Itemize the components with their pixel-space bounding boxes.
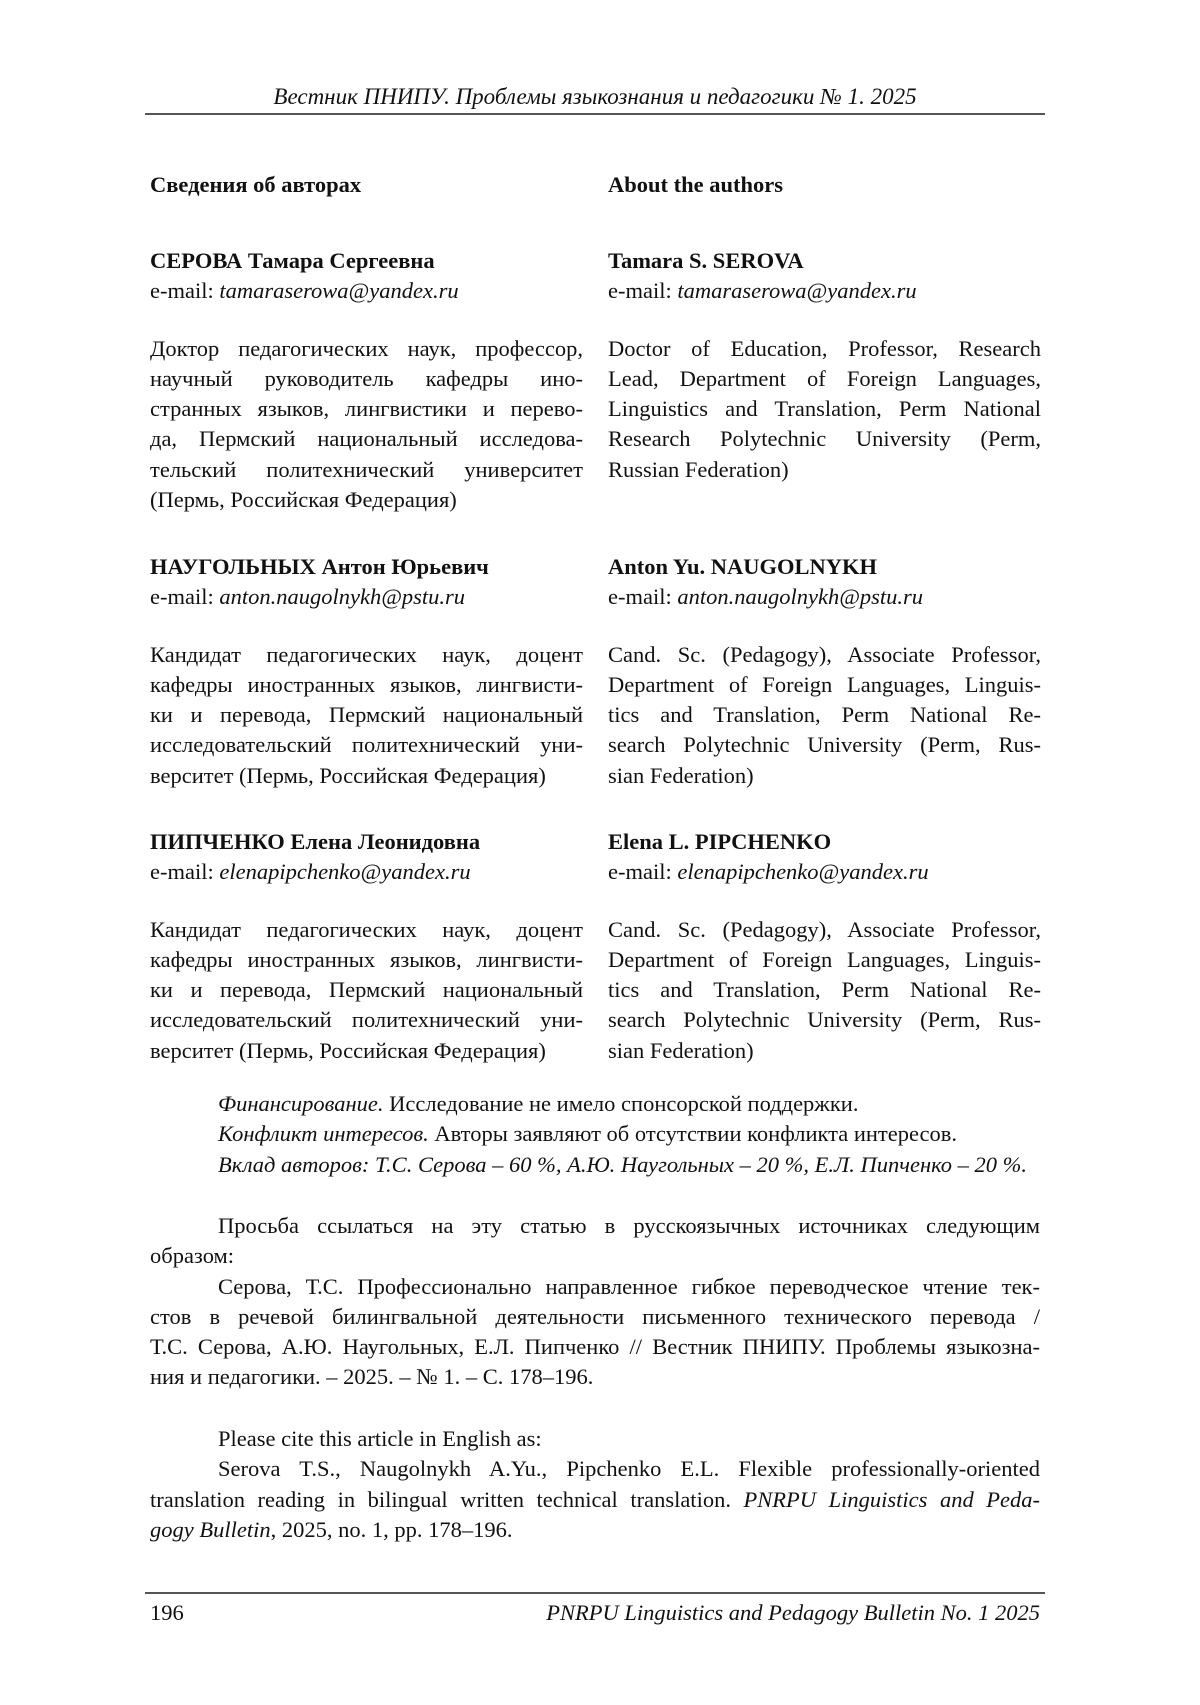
- cite-en-ref: Serova T.S., Naugolnykh A.Yu., Pipchenko E.L. Flexible professionally-oriented: [150, 1454, 1040, 1484]
- author-bio-line: верситет (Пермь, Российская Федерация): [150, 761, 583, 791]
- author-bio-line: Department of Foreign Languages, Linguis-: [608, 945, 1041, 975]
- author-bio-line: Research Polytechnic University (Perm,: [608, 424, 1041, 454]
- author-ru: [150, 827, 583, 1066]
- author-email-line: [150, 582, 583, 612]
- author-bio-line: Кандидат педагогических наук, доцент: [150, 640, 583, 670]
- author-email: anton.naugolnykh@pstu.ru: [219, 584, 465, 609]
- author-name: Elena L. PIPCHENKO: [608, 827, 1041, 857]
- author-bio-line: кафедры иностранных языков, лингвисти-: [150, 945, 583, 975]
- author-bio-line: Linguistics and Translation, Perm National: [608, 394, 1041, 424]
- author-bio-line: верситет (Пермь, Российская Федерация): [150, 1036, 583, 1066]
- email-label: e-mail:: [150, 278, 219, 303]
- author-bio-line: тельский политехнический университет: [150, 455, 583, 485]
- email-label: e-mail:: [150, 859, 219, 884]
- header-rule: [145, 113, 1045, 115]
- author-bio-line: tics and Translation, Perm National Re-: [608, 700, 1041, 730]
- author-email-line: [150, 276, 583, 306]
- email-label: e-mail:: [608, 278, 677, 303]
- conflict-text: Авторы заявляют об отсутствии конфликта интересов.: [429, 1121, 957, 1146]
- author-bio-line: (Пермь, Российская Федерация): [150, 485, 583, 515]
- running-header: Вестник ПНИПУ. Проблемы языкознания и педагогики № 1. 2025: [145, 84, 1045, 110]
- author-bio-line: Russian Federation): [608, 455, 1041, 485]
- author-bio-line: Department of Foreign Languages, Linguis-: [608, 670, 1041, 700]
- author-bio-line: sian Federation): [608, 761, 1041, 791]
- declarations: [150, 1089, 1040, 1180]
- author-bio-line: sian Federation): [608, 1036, 1041, 1066]
- cite-en-ref: translation reading in bilingual written technical translation.: [150, 1487, 744, 1512]
- cite-en-ref: , 2025, no. 1, pp. 178–196.: [271, 1517, 513, 1542]
- funding-label: Финансирование.: [218, 1091, 384, 1116]
- author-name: СЕРОВА Тамара Сергеевна: [150, 246, 583, 276]
- cite-ru-intro: Просьба ссылаться на эту статью в русскоязычных источниках следующим: [150, 1211, 1040, 1241]
- author-bio-line: исследовательский политехнический уни-: [150, 730, 583, 760]
- author-ru: [150, 246, 583, 515]
- author-name: НАУГОЛЬНЫХ Антон Юрьевич: [150, 552, 583, 582]
- author-en: [608, 552, 1041, 791]
- email-label: e-mail:: [608, 859, 677, 884]
- author-email-line: [608, 857, 1041, 887]
- author-bio-line: кафедры иностранных языков, лингвисти-: [150, 670, 583, 700]
- author-email: elenapipchenko@yandex.ru: [219, 859, 470, 884]
- author-bio-line: search Polytechnic University (Perm, Rus-: [608, 730, 1041, 760]
- cite-ru-ref: Серова, Т.С. Профессионально направленное гибкое переводческое чтение тек-: [150, 1272, 1040, 1302]
- author-bio-line: научный руководитель кафедры ино-: [150, 364, 583, 394]
- author-bio-line: ки и перевода, Пермский национальный: [150, 975, 583, 1005]
- author-email: elenapipchenko@yandex.ru: [677, 859, 928, 884]
- page: [0, 0, 1200, 1705]
- author-bio-line: Cand. Sc. (Pedagogy), Associate Professor,: [608, 915, 1041, 945]
- author-email: anton.naugolnykh@pstu.ru: [677, 584, 923, 609]
- author-bio-line: да, Пермский национальный исследова-: [150, 424, 583, 454]
- author-email-line: [608, 582, 1041, 612]
- author-bio-line: Lead, Department of Foreign Languages,: [608, 364, 1041, 394]
- author-en: [608, 827, 1041, 1066]
- author-bio-line: Doctor of Education, Professor, Research: [608, 334, 1041, 364]
- section-title-en: About the authors: [608, 170, 1041, 200]
- author-ru: [150, 552, 583, 791]
- author-email-line: [150, 857, 583, 887]
- email-label: e-mail:: [150, 584, 219, 609]
- cite-ru-ref: Т.С. Серова, А.Ю. Наугольных, Е.Л. Пипченко // Вестник ПНИПУ. Проблемы языкозна-: [150, 1332, 1040, 1362]
- email-label: e-mail:: [608, 584, 677, 609]
- funding-text: Исследование не имело спонсорской поддержки.: [384, 1091, 859, 1116]
- cite-ru: [150, 1211, 1040, 1393]
- cite-en-intro: Please cite this article in English as:: [150, 1424, 1040, 1454]
- author-name: Anton Yu. NAUGOLNYKH: [608, 552, 1041, 582]
- author-bio-line: ки и перевода, Пермский национальный: [150, 700, 583, 730]
- cite-en-journal: PNRPU Linguistics and Peda-: [744, 1487, 1040, 1512]
- author-name: Tamara S. SEROVA: [608, 246, 1041, 276]
- author-bio-line: исследовательский политехнический уни-: [150, 1005, 583, 1035]
- section-title-ru: Сведения об авторах: [150, 170, 583, 200]
- footer-rule: [145, 1592, 1045, 1594]
- author-bio-line: странных языков, лингвистики и перево-: [150, 394, 583, 424]
- author-email-line: [608, 276, 1041, 306]
- author-bio-line: search Polytechnic University (Perm, Rus-: [608, 1005, 1041, 1035]
- cite-ru-ref: стов в речевой билингвальной деятельности письменного технического перевода /: [150, 1302, 1040, 1332]
- cite-ru-ref: ния и педагогики. – 2025. – № 1. – С. 178–196.: [150, 1362, 1040, 1392]
- author-bio-line: Cand. Sc. (Pedagogy), Associate Professor,: [608, 640, 1041, 670]
- author-name: ПИПЧЕНКО Елена Леонидовна: [150, 827, 583, 857]
- author-bio-line: Доктор педагогических наук, профессор,: [150, 334, 583, 364]
- page-number: 196: [150, 1600, 184, 1626]
- cite-ru-intro: образом:: [150, 1241, 1040, 1271]
- cite-en-journal: gogy Bulletin: [150, 1517, 271, 1542]
- author-en: [608, 246, 1041, 485]
- author-bio-line: tics and Translation, Perm National Re-: [608, 975, 1041, 1005]
- footer-journal: PNRPU Linguistics and Pedagogy Bulletin No. 1 2025: [546, 1600, 1040, 1626]
- cite-en: [150, 1424, 1040, 1545]
- author-bio-line: Кандидат педагогических наук, доцент: [150, 915, 583, 945]
- author-email: tamaraserowa@yandex.ru: [677, 278, 916, 303]
- author-email: tamaraserowa@yandex.ru: [219, 278, 458, 303]
- conflict-label: Конфликт интересов.: [218, 1121, 429, 1146]
- contribution: Вклад авторов: Т.С. Серова – 60 %, А.Ю. Наугольных – 20 %, Е.Л. Пипченко – 20 %.: [150, 1150, 1040, 1180]
